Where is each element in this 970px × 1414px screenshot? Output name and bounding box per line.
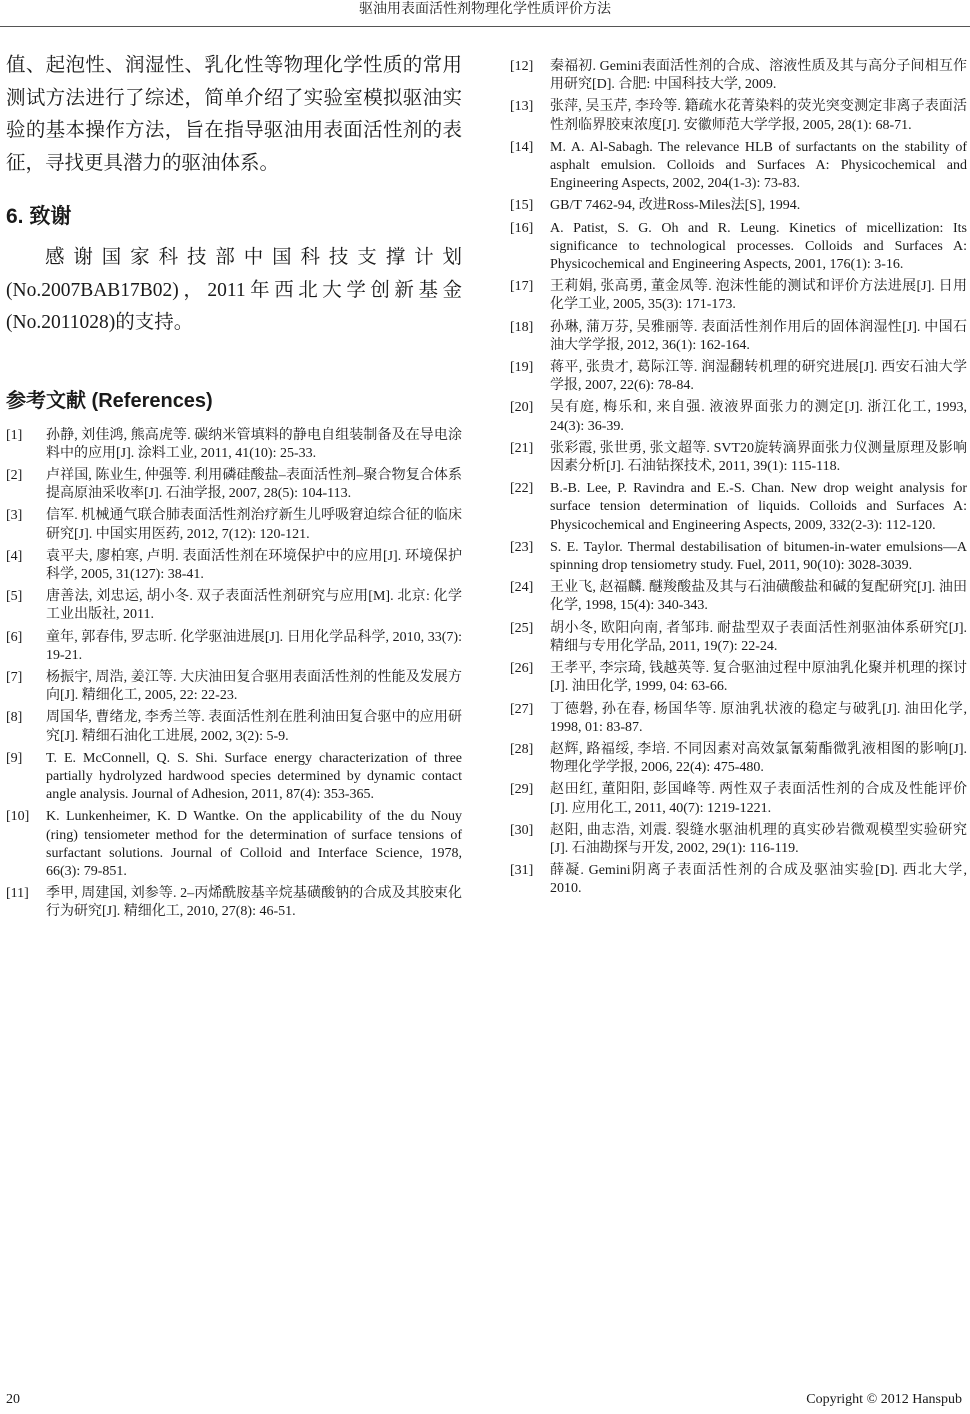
reference-number: [23] bbox=[510, 539, 534, 555]
reference-item bbox=[510, 98, 967, 134]
acknowledgement-paragraph: 感谢国家科技部中国科技支撑计划(No.2007BAB17B02)，2011年西北大学创新基金(No.2011028)的支持。 bbox=[6, 247, 462, 333]
reference-number: [14] bbox=[510, 139, 534, 155]
reference-number: [12] bbox=[510, 59, 534, 74]
copyright-notice: Copyright © 2012 Hanspub bbox=[806, 1392, 962, 1407]
reference-number: [7] bbox=[6, 669, 23, 685]
reference-item bbox=[6, 507, 462, 543]
reference-number: [29] bbox=[510, 782, 534, 798]
reference-list-right bbox=[510, 58, 967, 899]
reference-item bbox=[6, 427, 462, 463]
reference-text: 吴有庭, 梅乐和, 来自强. 液液界面张力的测定[J]. 浙江化工, 1993, 24(3): 36-39. bbox=[550, 400, 967, 434]
reference-item bbox=[510, 741, 967, 777]
running-header: 驱油用表面活性剂物理化学性质评价方法 bbox=[359, 2, 611, 17]
reference-number: [26] bbox=[510, 661, 534, 677]
reference-item bbox=[510, 701, 967, 737]
reference-item bbox=[510, 399, 967, 435]
reference-number: [5] bbox=[6, 589, 23, 605]
reference-number: [6] bbox=[6, 629, 23, 645]
reference-text: 张彩霞, 张世勇, 张文超等. SVT20旋转滴界面张力仪测量原理及影响因素分析[J]. 石油钻探技术, 2011, 39(1): 115-118. bbox=[550, 440, 967, 475]
reference-number: [10] bbox=[6, 809, 30, 825]
reference-text: 卢祥国, 陈业生, 仲强等. 利用磷硅酸盐–表面活性剂–聚合物复合体系提高原油采收率[J]. 石油学报, 2007, 28(5): 104-113. bbox=[46, 467, 462, 502]
reference-item bbox=[510, 660, 967, 696]
reference-number: [20] bbox=[510, 400, 534, 416]
left-column bbox=[6, 50, 462, 926]
reference-item bbox=[510, 220, 967, 275]
reference-number: [25] bbox=[510, 620, 534, 636]
reference-item bbox=[510, 139, 967, 194]
reference-item bbox=[6, 885, 462, 921]
reference-item bbox=[510, 539, 967, 575]
reference-item bbox=[510, 862, 967, 898]
reference-number: [27] bbox=[510, 701, 534, 717]
reference-text: 丁德磐, 孙在春, 杨国华等. 原油乳状液的稳定与破乳[J]. 油田化学, 1998, 01: 83-87. bbox=[550, 701, 967, 735]
reference-item bbox=[510, 197, 967, 215]
reference-number: [11] bbox=[6, 886, 29, 902]
reference-text: 袁平夫, 廖柏寒, 卢明. 表面活性剂在环境保护中的应用[J]. 环境保护科学, 2005, 31(127): 38-41. bbox=[46, 548, 462, 582]
reference-number: [2] bbox=[6, 467, 23, 483]
reference-number: [31] bbox=[510, 863, 534, 879]
reference-item bbox=[6, 750, 462, 805]
reference-number: [28] bbox=[510, 741, 534, 757]
reference-item bbox=[6, 709, 462, 745]
reference-text: 杨振宇, 周浩, 姜江等. 大庆油田复合驱用表面活性剂的性能及发展方向[J]. 精细化工, 2005, 22: 22-23. bbox=[46, 669, 462, 704]
reference-text: M. A. Al-Sabagh. The relevance HLB of surfactants on the stability of asphalt emulsion. Colloids and Surfaces A: Physicochemical and Engineering Aspects, 2002, 204(1-3): 73-83. bbox=[550, 139, 967, 192]
reference-item bbox=[6, 808, 462, 881]
reference-text: 季甲, 周建国, 刘参等. 2–丙烯酰胺基辛烷基磺酸钠的合成及其胶束化行为研究[J]. 精细化工, 2010, 27(8): 46-51. bbox=[46, 886, 462, 920]
reference-number: [24] bbox=[510, 580, 534, 596]
reference-text: B.-B. Lee, P. Ravindra and E.-S. Chan. New drop weight analysis for surface tension determination of liquids. Colloids and Surfaces A: Physicochemical and Engineering Aspects, 2009, 332(2-3): 112-120. bbox=[550, 481, 967, 533]
reference-text: 赵阳, 曲志浩, 刘震. 裂缝水驱油机理的真实砂岩微观模型实验研究[J]. 石油勘探与开发, 2002, 29(1): 116-119. bbox=[550, 822, 967, 856]
reference-text: K. Lunkenheimer, K. D Wantke. On the applicability of the du Nouy (ring) tensiometer method for the determination of surface tensions of surfactant solutions. Journal of Colloid and Interface Science, 1978, 66(3): 79-851. bbox=[46, 809, 462, 879]
reference-text: 孙静, 刘佳鸿, 熊高虎等. 碳纳米管填料的静电自组装制备及在导电涂料中的应用[J]. 涂料工业, 2011, 41(10): 25-33. bbox=[46, 427, 462, 461]
page-number: 20 bbox=[6, 1392, 20, 1407]
intro-paragraph: 值、起泡性、润湿性、乳化性等物理化学性质的常用测试方法进行了综述，简单介绍了实验室模拟驱油实验的基本操作方法，旨在指导驱油用表面活性剂的表征，寻找更具潜力的驱油体系。 bbox=[6, 55, 462, 174]
header-rule bbox=[0, 26, 970, 27]
reference-item bbox=[6, 629, 462, 665]
reference-number: [17] bbox=[510, 279, 534, 295]
reference-item bbox=[6, 548, 462, 584]
reference-text: 薛凝. Gemini阴离子表面活性剂的合成及驱油实验[D]. 西北大学, 2010. bbox=[550, 863, 967, 897]
reference-text: 王莉娟, 张高勇, 董金凤等. 泡沫性能的测试和评价方法进展[J]. 日用化学工业, 2005, 35(3): 171-173. bbox=[550, 279, 967, 313]
reference-number: [13] bbox=[510, 99, 534, 115]
reference-number: [8] bbox=[6, 710, 23, 726]
reference-item bbox=[510, 579, 967, 615]
reference-item bbox=[510, 359, 967, 395]
reference-number: [18] bbox=[510, 319, 534, 335]
reference-text: S. E. Taylor. Thermal destabilisation of bitumen-in-water emulsions—A spinning drop tensiometry study. Fuel, 2011, 90(10): 3028-3039. bbox=[550, 539, 967, 574]
reference-text: 周国华, 曹绪龙, 李秀兰等. 表面活性剂在胜利油田复合驱中的应用研究[J]. 精细石油化工进展, 2002, 3(2): 5-9. bbox=[46, 710, 462, 744]
reference-number: [15] bbox=[510, 198, 534, 214]
reference-list-left bbox=[6, 427, 462, 922]
reference-text: 唐善法, 刘忠运, 胡小冬. 双子表面活性剂研究与应用[M]. 北京: 化学工业出版社, 2011. bbox=[46, 589, 462, 623]
reference-item bbox=[6, 669, 462, 705]
reference-number: [16] bbox=[510, 220, 534, 236]
reference-number: [19] bbox=[510, 360, 534, 376]
reference-text: 信军. 机械通气联合肺表面活性剂治疗新生儿呼吸窘迫综合征的临床研究[J]. 中国实用医药, 2012, 7(12): 120-121. bbox=[46, 508, 462, 542]
reference-number: [4] bbox=[6, 548, 23, 564]
reference-item bbox=[510, 620, 967, 656]
reference-item bbox=[510, 440, 967, 476]
reference-text: 王业飞, 赵福麟. 醚羧酸盐及其与石油磺酸盐和碱的复配研究[J]. 油田化学, 1998, 15(4): 340-343. bbox=[550, 580, 967, 614]
reference-item bbox=[6, 588, 462, 624]
reference-number: [21] bbox=[510, 440, 534, 456]
reference-item bbox=[510, 319, 967, 355]
reference-item bbox=[510, 781, 967, 817]
reference-text: 赵田红, 董阳阳, 彭国峰等. 两性双子表面活性剂的合成及性能评价[J]. 应用化工, 2011, 40(7): 1219-1221. bbox=[550, 782, 967, 816]
reference-item bbox=[510, 58, 967, 94]
reference-text: 秦福初. Gemini表面活性剂的合成、溶液性质及其与高分子间相互作用研究[D]. 合肥: 中国科技大学, 2009. bbox=[550, 59, 967, 93]
reference-text: 胡小冬, 欧阳向南, 者邹玮. 耐盐型双子表面活性剂驱油体系研究[J]. 精细与专用化学品, 2011, 19(7): 22-24. bbox=[550, 620, 967, 654]
reference-text: GB/T 7462-94, 改进Ross-Miles法[S], 1994. bbox=[550, 198, 801, 214]
acknowledgement-heading: 6. 致谢 bbox=[6, 205, 72, 228]
reference-item bbox=[510, 278, 967, 314]
reference-text: 孙琳, 蒲万芬, 吴雅丽等. 表面活性剂作用后的固体润湿性[J]. 中国石油大学学报, 2012, 36(1): 162-164. bbox=[550, 319, 967, 353]
references-heading: 参考文献 (References) bbox=[6, 389, 213, 412]
right-column bbox=[510, 58, 967, 903]
reference-number: [22] bbox=[510, 481, 534, 497]
reference-text: 张萍, 吴玉芹, 李玲等. 籍疏水花菁染料的荧光突变测定非离子表面活性剂临界胶束浓度[J]. 安徽师范大学学报, 2005, 28(1): 68-71. bbox=[550, 99, 967, 133]
reference-text: 赵辉, 路福绥, 李培. 不同因素对高效氯氰菊酯微乳液相图的影响[J]. 物理化学学报, 2006, 22(4): 475-480. bbox=[550, 741, 967, 776]
reference-text: T. E. McConnell, Q. S. Shi. Surface energy characterization of three partially hydrolyzed hardwood species determined by dynamic contact angle analysis. Journal of Adhesion, 2011, 87(4): 353-365. bbox=[46, 750, 462, 803]
reference-text: 蒋平, 张贵才, 葛际江等. 润湿翻转机理的研究进展[J]. 西安石油大学学报, 2007, 22(6): 78-84. bbox=[550, 360, 967, 394]
reference-text: 王孝平, 李宗琦, 钱越英等. 复合驱油过程中原油乳化聚并机理的探讨[J]. 油田化学, 1999, 04: 63-66. bbox=[550, 661, 967, 695]
reference-item bbox=[6, 467, 462, 503]
reference-number: [3] bbox=[6, 508, 23, 524]
reference-item bbox=[510, 480, 967, 535]
reference-number: [30] bbox=[510, 822, 534, 838]
reference-text: A. Patist, S. G. Oh and R. Leung. Kinetics of micellization: Its significance to technological processes. Colloids and Surfaces A: Physicochemical and Engineering Aspects, 2001, 176(1): 3-16. bbox=[550, 220, 967, 273]
reference-text: 童年, 郭春伟, 罗志昕. 化学驱油进展[J]. 日用化学品科学, 2010, 33(7): 19-21. bbox=[46, 629, 462, 663]
reference-item bbox=[510, 822, 967, 858]
reference-number: [9] bbox=[6, 750, 23, 766]
reference-number: [1] bbox=[6, 427, 23, 443]
